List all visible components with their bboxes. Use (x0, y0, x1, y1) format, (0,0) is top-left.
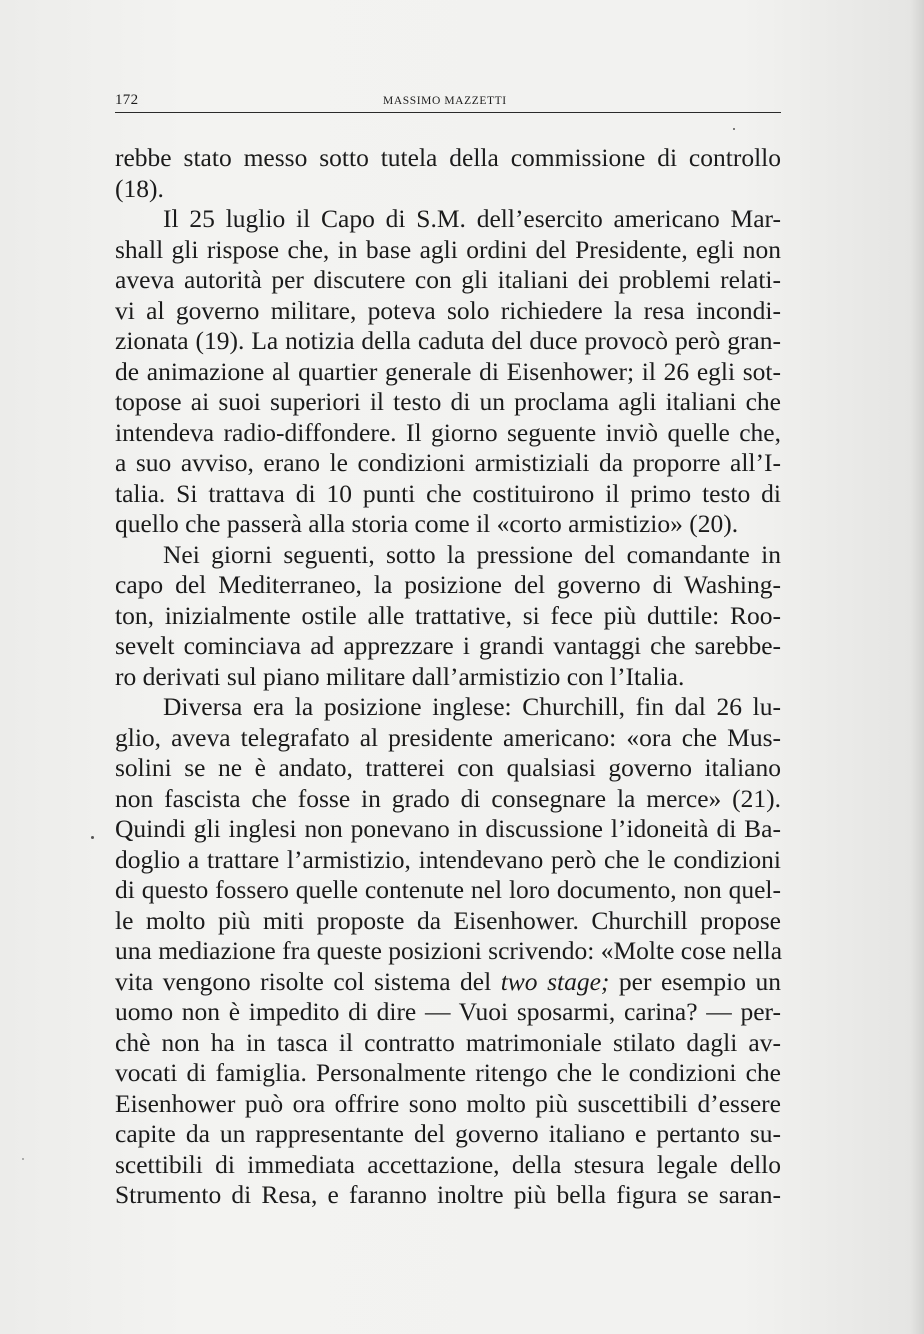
text-line: shall gli rispose che, in base agli ordini del Presidente, egli non (115, 234, 781, 264)
text-line: talia. Si trattava di 10 punti che costituirono il primo testo di (115, 478, 781, 508)
text-line: di questo fossero quelle contenute nel loro documento, non quel- (115, 875, 781, 904)
text-line: doglio a trattare l’armistizio, intendevano però che le condizioni (115, 844, 781, 874)
page-number: 172 (115, 92, 139, 108)
page-header (115, 86, 781, 116)
text-line: ton, inizialmente ostile alle trattative, si fece più duttile: Roo- (115, 600, 781, 630)
text-line: (18). (115, 173, 164, 203)
text-line: topose ai suoi superiori il testo di un proclama agli italiani che (115, 387, 781, 416)
scan-speck (733, 128, 735, 130)
text-line: le molto più miti proposte da Eisenhower. Churchill propose (115, 905, 781, 935)
text-line: Quindi gli inglesi non ponevano in discussione l’idoneità di Ba- (115, 814, 781, 843)
text-line: de animazione al quartier generale di Eisenhower; il 26 egli sot- (115, 356, 781, 386)
text-line: vi al governo militare, poteva solo richiedere la resa incondi- (115, 295, 781, 325)
italic-phrase: two stage; (500, 966, 610, 996)
text-line: rebbe stato messo sotto tutela della commissione di controllo (115, 143, 781, 172)
text-line: una mediazione fra queste posizioni scrivendo: «Molte cose nella (115, 936, 783, 965)
text-line: ro derivati sul piano militare dall’armistizio con l’Italia. (115, 661, 685, 691)
text-line: uomo non è impedito di dire — Vuoi sposarmi, carina? — per- (115, 997, 781, 1026)
text-line: aveva autorità per discutere con gli italiani dei problemi relati- (115, 265, 781, 294)
text-line: quello che passerà alla storia come il «corto armistizio» (20). (115, 509, 739, 538)
text-line: Il 25 luglio il Capo di S.M. dell’esercito americano Mar- (163, 204, 781, 233)
text-line: vita vengono risolte col sistema del two stage; per esempio un (115, 966, 781, 996)
text-line: zionata (19). La notizia della caduta del duce provocò però gran- (115, 326, 781, 355)
scan-speck (91, 836, 94, 839)
text-line: Nei giorni seguenti, sotto la pressione del comandante in (163, 539, 781, 569)
text-line: chè non ha in tasca il contratto matrimoniale stilato dagli av- (115, 1027, 781, 1057)
text-line: sevelt cominciava ad apprezzare i grandi vantaggi che sarebbe- (115, 631, 781, 660)
paragraph (115, 692, 781, 1211)
scan-speck (22, 1158, 24, 1160)
text-line: scettibili di immediata accettazione, della stesura legale dello (115, 1149, 781, 1179)
text-line: Eisenhower può ora offrire sono molto più suscettibili d’essere (115, 1088, 781, 1118)
text-line: Diversa era la posizione inglese: Churchill, fin dal 26 lu- (163, 692, 781, 721)
text-line: non fascista che fosse in grado di consegnare la merce» (21). (115, 783, 781, 813)
paragraph (115, 143, 781, 204)
page-edge-shadow (910, 0, 924, 1334)
text-line: glio, aveva telegrafato al presidente americano: «ora che Mus- (115, 722, 781, 752)
text-line: intendeva radio-diffondere. Il giorno seguente inviò quelle che, (115, 417, 781, 447)
text-line: a suo avviso, erano le condizioni armistiziali da proporre all’I- (115, 448, 781, 477)
paragraph (115, 540, 781, 693)
text-line: Strumento di Resa, e faranno inoltre più bella figura se saran- (115, 1180, 781, 1209)
text-line: capo del Mediterraneo, la posizione del governo di Washing- (115, 570, 781, 599)
header-rule (115, 112, 781, 113)
running-head: MASSIMO MAZZETTI (383, 95, 507, 107)
text-line: solini se ne è andato, tratterei con qualsiasi governo italiano (115, 753, 781, 782)
body-text (115, 143, 781, 1211)
text-line: capite da un rappresentante del governo italiano e pertanto su- (115, 1119, 781, 1148)
paragraph (115, 204, 781, 540)
text-line: vocati di famiglia. Personalmente ritengo che le condizioni che (115, 1058, 781, 1087)
